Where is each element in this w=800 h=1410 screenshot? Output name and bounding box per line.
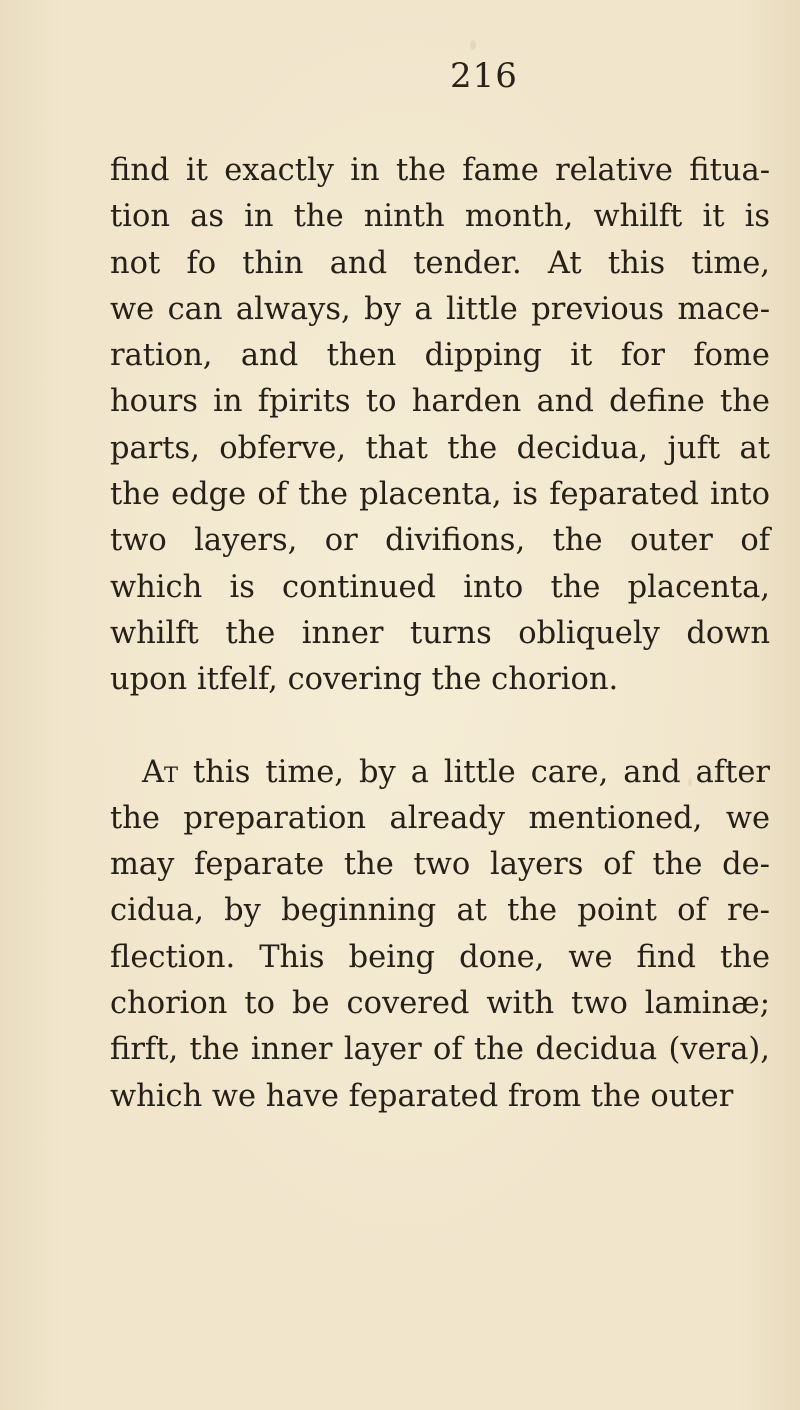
text-line: parts, obferve, that the decidua, juft at bbox=[110, 430, 770, 466]
text-line: whilft the inner turns obliquely down bbox=[110, 615, 770, 651]
text-line: which we have feparated from the outer bbox=[110, 1078, 734, 1114]
paragraph-1 bbox=[110, 148, 770, 704]
text-line: chorion to be covered with two laminæ; bbox=[110, 986, 770, 1022]
text-line: upon itfelf, covering the chorion. bbox=[110, 662, 619, 698]
text-line: tion as in the ninth month, whilft it is bbox=[110, 199, 770, 235]
text-line: may feparate the two layers of the de- bbox=[110, 847, 770, 883]
page-number: 216 bbox=[450, 56, 518, 96]
paragraph-2 bbox=[110, 750, 770, 1120]
text-line: ration, and then dipping it for fome bbox=[110, 338, 770, 374]
text-line: we can always, by a little previous mace- bbox=[110, 291, 770, 327]
text-line: not fo thin and tender. At this time, bbox=[110, 245, 770, 281]
text-line: flection. This being done, we find the bbox=[110, 939, 770, 975]
text-line: the edge of the placenta, is feparated into bbox=[110, 477, 770, 513]
text-line: two layers, or divifions, the outer of bbox=[110, 523, 770, 559]
text-line: find it exactly in the fame relative fitua- bbox=[110, 153, 770, 188]
body-text bbox=[110, 148, 770, 1120]
text-line: which is continued into the placenta, bbox=[110, 569, 770, 605]
text-line: the preparation already mentioned, we bbox=[110, 800, 770, 836]
paper-spot bbox=[470, 40, 476, 50]
text-line: firft, the inner layer of the decidua (vera), bbox=[110, 1032, 770, 1068]
text-line: cidua, by beginning at the point of re- bbox=[110, 893, 770, 929]
text-line-rest: this time, by a little care, and after bbox=[178, 754, 770, 790]
paragraph-lead-word: At bbox=[142, 754, 179, 790]
text-line bbox=[110, 750, 770, 796]
text-line: hours in fpirits to harden and define the bbox=[110, 384, 770, 420]
paragraph-gap bbox=[110, 704, 770, 750]
